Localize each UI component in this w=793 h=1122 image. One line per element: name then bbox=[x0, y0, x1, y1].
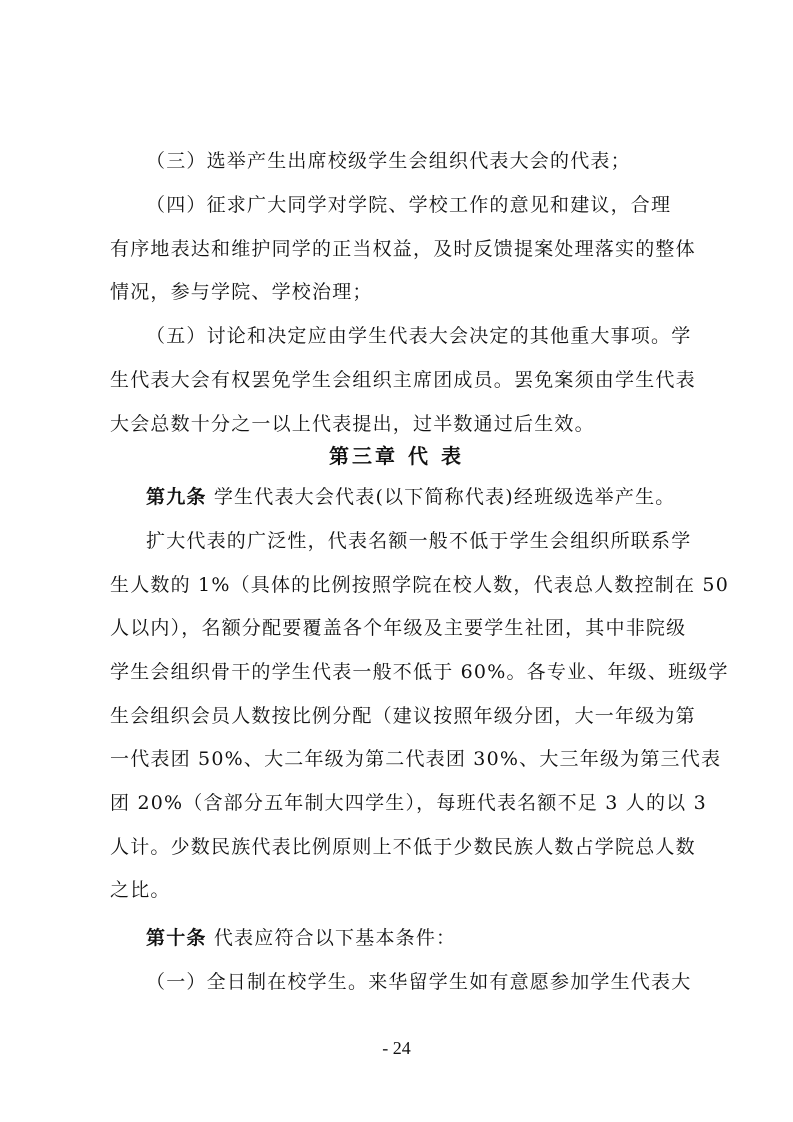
expand-paragraph-line-3: 人以内），名额分配要覆盖各个年级及主要学生社团，其中非院级 bbox=[110, 617, 687, 639]
expand-paragraph-line-2: 生人数的 1%（具体的比例按照学院在校人数，代表总人数控制在 50 bbox=[110, 574, 729, 596]
article-10 bbox=[146, 925, 456, 951]
paragraph-item-4-line-2: 有序地表达和维护同学的正当权益，及时反馈提案处理落实的整体 bbox=[110, 238, 696, 260]
expand-paragraph-line-5: 生会组织会员人数按比例分配（建议按照年级分团，大一年级为第 bbox=[110, 705, 696, 727]
expand-paragraph-line-9: 之比。 bbox=[110, 879, 171, 901]
paragraph-item-3: （三）选举产生出席校级学生会组织代表大会的代表； bbox=[146, 150, 631, 172]
expand-paragraph-line-6: 一代表团 50%、大二年级为第二代表团 30%、大三年级为第三代表 bbox=[110, 748, 722, 770]
expand-paragraph-line-1: 扩大代表的广泛性，代表名额一般不低于学生会组织所联系学 bbox=[146, 530, 692, 552]
chapter-heading: 第三章 代 表 bbox=[329, 444, 464, 468]
article-10-text: 代表应符合以下基本条件： bbox=[206, 927, 457, 949]
expand-paragraph-line-4: 学生会组织骨干的学生代表一般不低于 60%。各专业、年级、班级学 bbox=[110, 661, 729, 683]
paragraph-item-4-line-1: （四）征求广大同学对学院、学校工作的意见和建议，合理 bbox=[146, 194, 672, 216]
article-10-label: 第十条 bbox=[146, 927, 207, 949]
paragraph-item-4-line-3: 情况，参与学院、学校治理； bbox=[110, 281, 373, 303]
expand-paragraph-line-8: 人计。少数民族代表比例原则上不低于少数民族人数占学院总人数 bbox=[110, 836, 696, 858]
paragraph-item-5-line-3: 大会总数十分之一以上代表提出，过半数通过后生效。 bbox=[110, 413, 595, 435]
paragraph-item-5-line-2: 生代表大会有权罢免学生会组织主席团成员。罢免案须由学生代表 bbox=[110, 369, 696, 391]
article-9 bbox=[146, 484, 675, 510]
condition-item-1: （一）全日制在校学生。来华留学生如有意愿参加学生代表大 bbox=[146, 971, 692, 993]
paragraph-item-5-line-1: （五）讨论和决定应由学生代表大会决定的其他重大事项。学 bbox=[146, 325, 692, 347]
article-9-text: 学生代表大会代表(以下简称代表)经班级选举产生。 bbox=[206, 486, 676, 508]
page-number: - 24 bbox=[382, 1038, 411, 1058]
article-9-label: 第九条 bbox=[146, 486, 207, 508]
expand-paragraph-line-7: 团 20%（含部分五年制大四学生），每班代表名额不足 3 人的以 3 bbox=[110, 792, 707, 814]
